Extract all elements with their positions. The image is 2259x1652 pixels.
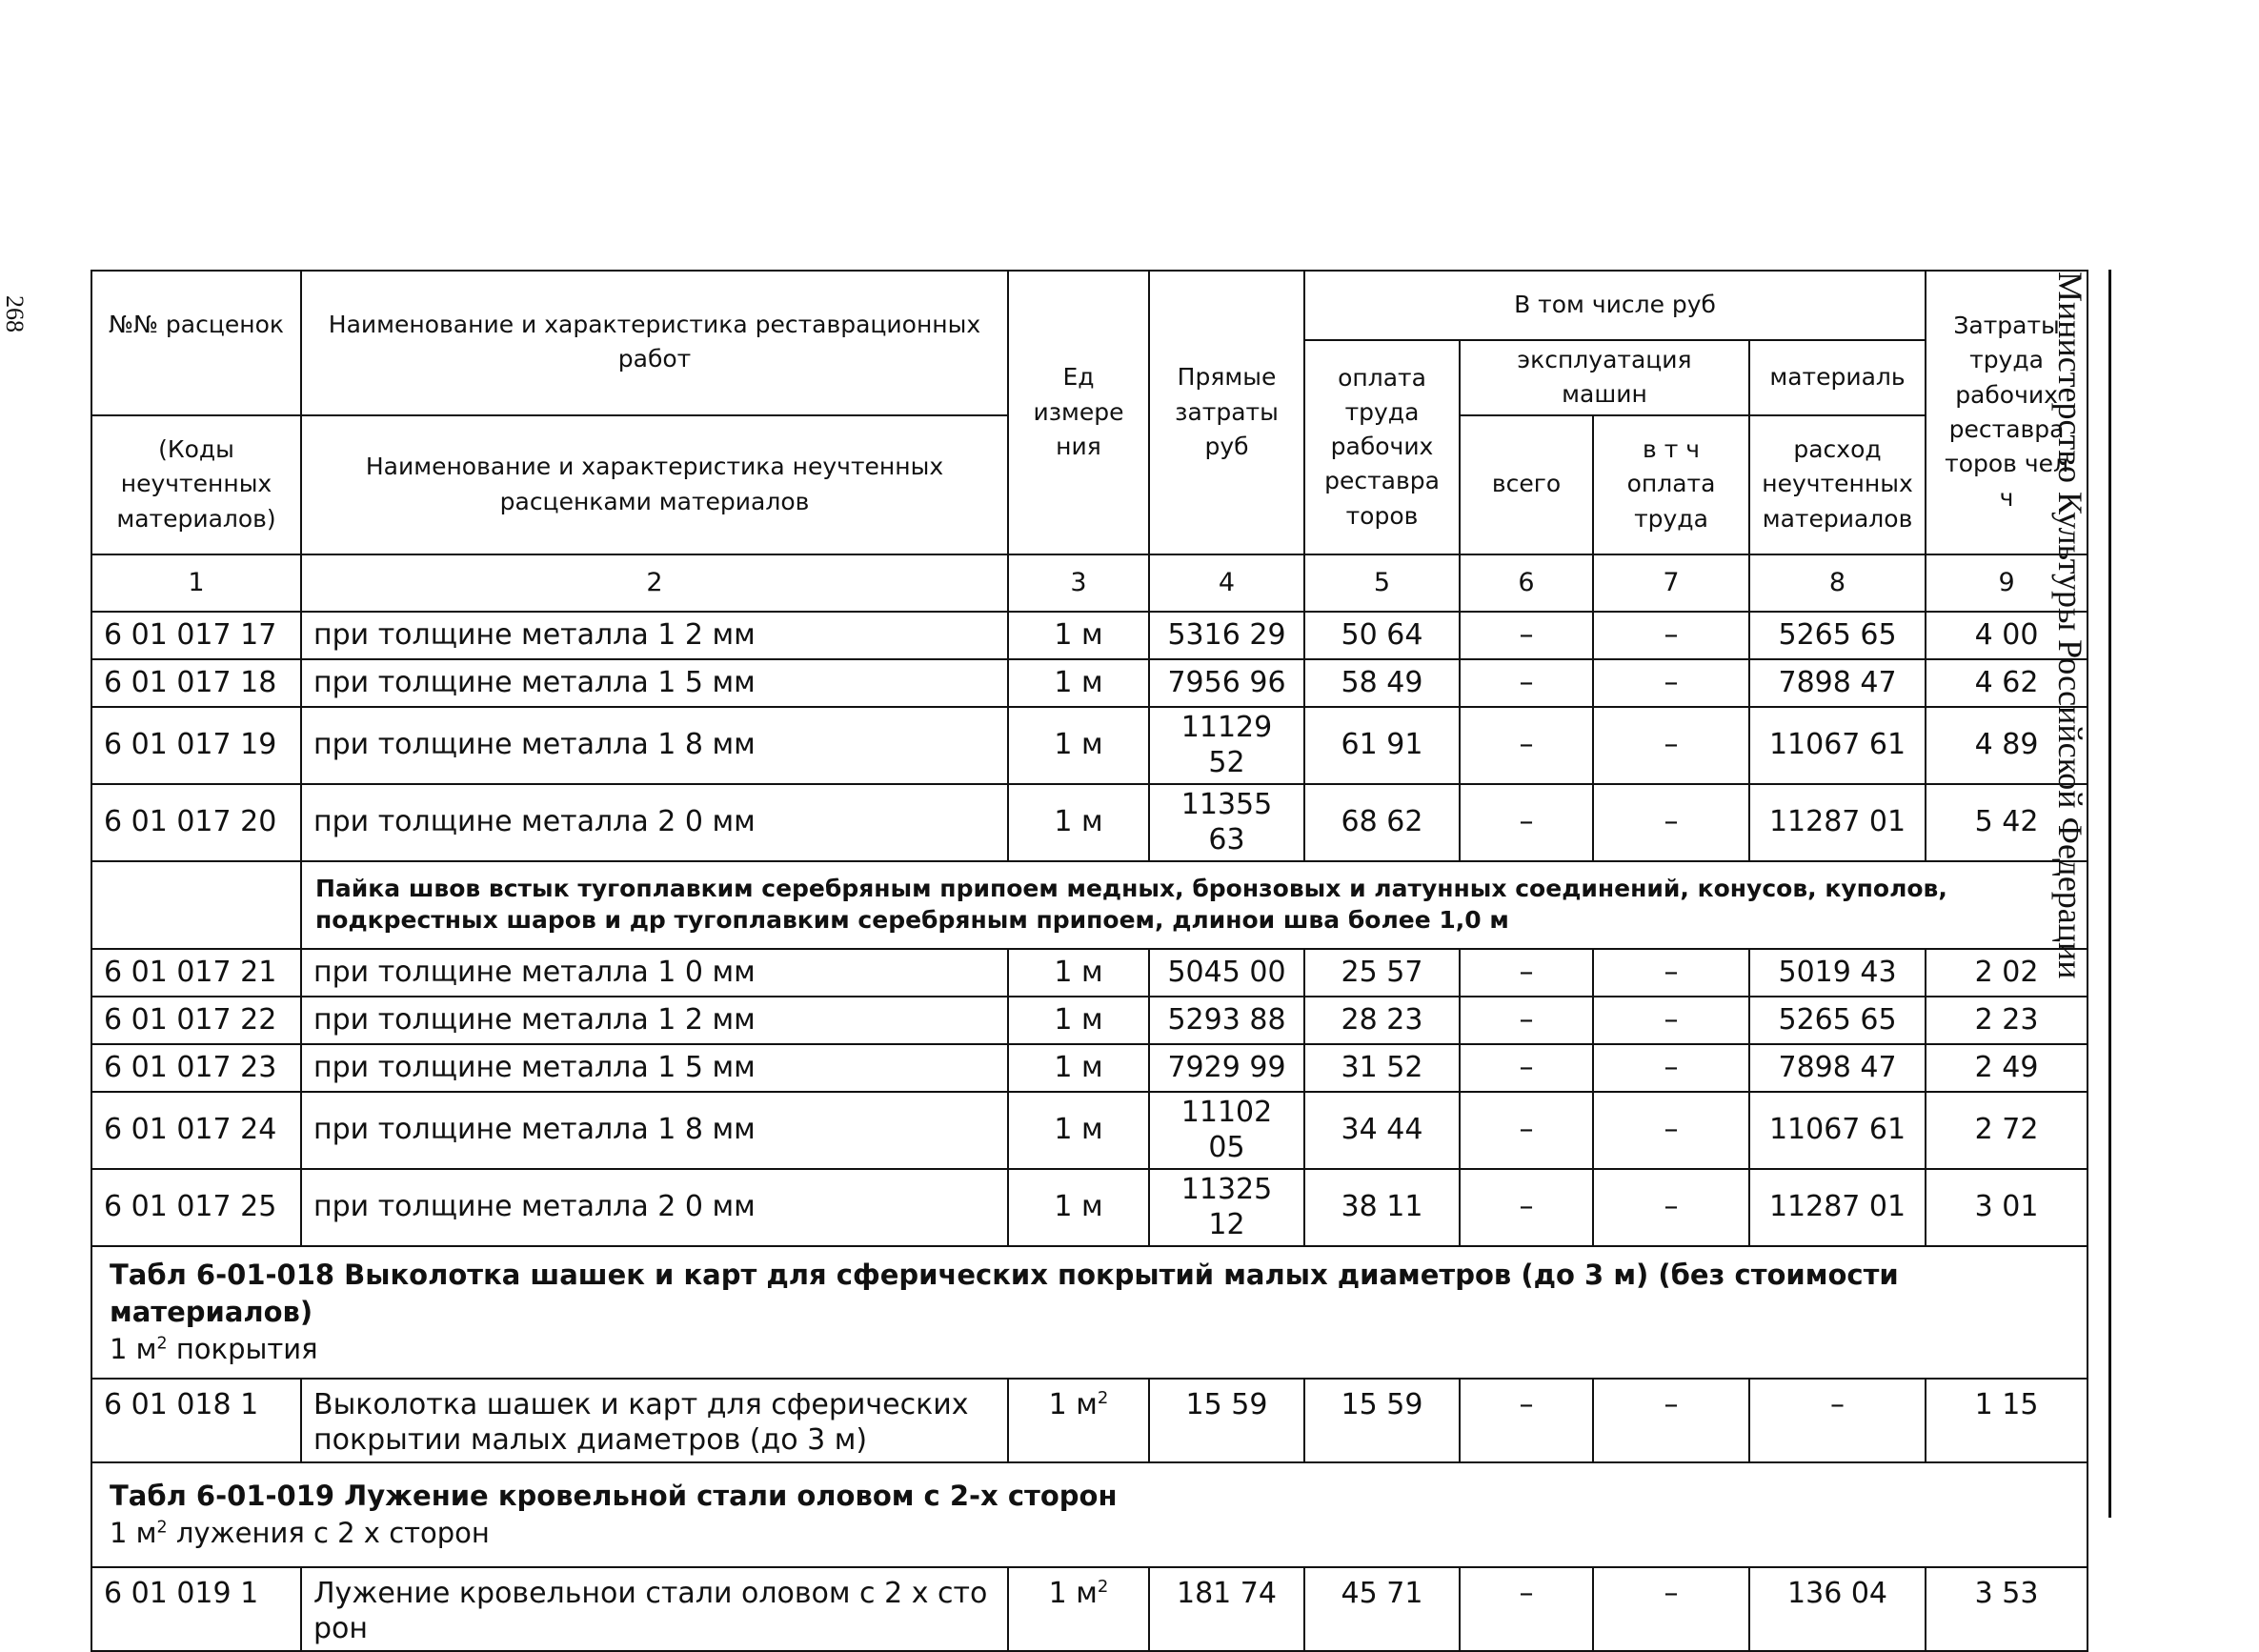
table-row bbox=[91, 1169, 2088, 1246]
rate-code: 6 01 017 17 bbox=[91, 612, 301, 659]
column-number: 1 bbox=[91, 554, 301, 612]
labor-pay: 61 91 bbox=[1304, 707, 1460, 784]
machines-labor: – bbox=[1593, 1169, 1749, 1246]
direct-costs: 7929 99 bbox=[1149, 1044, 1304, 1092]
page-number: 268 bbox=[1, 295, 29, 332]
machines-total: – bbox=[1460, 1169, 1593, 1246]
header-rate-numbers: №№ расценок bbox=[91, 271, 301, 415]
machines-total: – bbox=[1460, 1379, 1593, 1462]
unit: 1 м bbox=[1008, 1044, 1149, 1092]
table-row bbox=[91, 612, 2088, 659]
labor-hours: 5 42 bbox=[1926, 784, 2088, 861]
direct-costs: 5293 88 bbox=[1149, 997, 1304, 1044]
machines-total: – bbox=[1460, 784, 1593, 861]
materials: 11287 01 bbox=[1749, 784, 1926, 861]
labor-pay: 31 52 bbox=[1304, 1044, 1460, 1092]
header-work-name: Наименование и характеристика реставрационных работ bbox=[301, 271, 1008, 415]
price-table bbox=[91, 270, 2088, 1652]
column-number: 8 bbox=[1749, 554, 1926, 612]
materials: 11067 61 bbox=[1749, 1092, 1926, 1169]
table-row bbox=[91, 997, 2088, 1044]
header-materials: материаль bbox=[1749, 340, 1926, 415]
unit: 1 м bbox=[1008, 1092, 1149, 1169]
labor-pay: 25 57 bbox=[1304, 949, 1460, 997]
unit: 1 $м^2$ bbox=[1008, 1567, 1149, 1651]
machines-total: – bbox=[1460, 1044, 1593, 1092]
table-019-title: Табл 6-01-019 Лужение кровельной стали оловом с 2-х сторон bbox=[110, 1479, 1118, 1512]
labor-pay: 38 11 bbox=[1304, 1169, 1460, 1246]
labor-pay: 58 49 bbox=[1304, 659, 1460, 707]
labor-pay: 34 44 bbox=[1304, 1092, 1460, 1169]
machines-labor: – bbox=[1593, 707, 1749, 784]
labor-pay: 68 62 bbox=[1304, 784, 1460, 861]
table-019-unit: 1 $м^2$ лужения с 2 х сторон bbox=[110, 1516, 490, 1549]
direct-costs: 11355 63 bbox=[1149, 784, 1304, 861]
direct-costs: 5045 00 bbox=[1149, 949, 1304, 997]
column-number: 9 bbox=[1926, 554, 2088, 612]
materials: 5265 65 bbox=[1749, 612, 1926, 659]
machines-total: – bbox=[1460, 707, 1593, 784]
machines-labor: – bbox=[1593, 784, 1749, 861]
labor-hours: 3 01 bbox=[1926, 1169, 2088, 1246]
subheading-empty-cell bbox=[91, 861, 301, 949]
table-row bbox=[91, 707, 2088, 784]
header-unit: Ед измере ния bbox=[1008, 271, 1149, 554]
machines-labor: – bbox=[1593, 612, 1749, 659]
machines-total: – bbox=[1460, 612, 1593, 659]
unit: 1 м bbox=[1008, 612, 1149, 659]
unit: 1 м bbox=[1008, 707, 1149, 784]
labor-pay: 15 59 bbox=[1304, 1379, 1460, 1462]
table-row bbox=[91, 659, 2088, 707]
machines-labor: – bbox=[1593, 1567, 1749, 1651]
rate-code: 6 01 017 21 bbox=[91, 949, 301, 997]
machines-labor: – bbox=[1593, 949, 1749, 997]
work-name: Выколотка шашек и карт для сферических покрытии малых диаметров (до 3 м) bbox=[301, 1379, 1008, 1462]
work-name: при толщине металла 1 5 мм bbox=[301, 659, 1008, 707]
table-018-title: Табл 6-01-018 Выколотка шашек и карт для сферических покрытий малых диаметров (до 3 м) (без стоимости материалов) bbox=[110, 1258, 1899, 1328]
column-number: 2 bbox=[301, 554, 1008, 612]
rate-code: 6 01 017 23 bbox=[91, 1044, 301, 1092]
unit: 1 м bbox=[1008, 784, 1149, 861]
materials: – bbox=[1749, 1379, 1926, 1462]
machines-labor: – bbox=[1593, 997, 1749, 1044]
header-material-codes: (Коды неучтенных материалов) bbox=[91, 415, 301, 554]
rate-code: 6 01 019 1 bbox=[91, 1567, 301, 1651]
labor-hours: 2 02 bbox=[1926, 949, 2088, 997]
header-material-consumption: расход неучтенных материалов bbox=[1749, 415, 1926, 554]
labor-pay: 28 23 bbox=[1304, 997, 1460, 1044]
work-name: при толщине металла 2 0 мм bbox=[301, 784, 1008, 861]
materials: 7898 47 bbox=[1749, 659, 1926, 707]
labor-hours: 1 15 bbox=[1926, 1379, 2088, 1462]
labor-hours: 4 00 bbox=[1926, 612, 2088, 659]
rate-code: 6 01 018 1 bbox=[91, 1379, 301, 1462]
unit: 1 $м^2$ bbox=[1008, 1379, 1149, 1462]
machines-labor: – bbox=[1593, 659, 1749, 707]
direct-costs: 7956 96 bbox=[1149, 659, 1304, 707]
header-machines-total: всего bbox=[1460, 415, 1593, 554]
header-material-name: Наименование и характеристика неучтенных расценками материалов bbox=[301, 415, 1008, 554]
header-including: В том числе руб bbox=[1304, 271, 1926, 340]
labor-hours: 4 62 bbox=[1926, 659, 2088, 707]
table-row bbox=[91, 1379, 2088, 1462]
unit: 1 м bbox=[1008, 949, 1149, 997]
table-019-heading bbox=[91, 1462, 2088, 1567]
unit: 1 м bbox=[1008, 659, 1149, 707]
section-subheading: Пайка швов встык тугоплавким серебряным припоем медных, бронзовых и латунных соединений, конусов, куполов, подкрестных шаров и др тугоплавким серебряным припоем, длинои шва более 1,0 м bbox=[301, 861, 2088, 949]
direct-costs: 181 74 bbox=[1149, 1567, 1304, 1651]
labor-pay: 45 71 bbox=[1304, 1567, 1460, 1651]
machines-total: – bbox=[1460, 1092, 1593, 1169]
table-row bbox=[91, 784, 2088, 861]
work-name: при толщине металла 1 8 мм bbox=[301, 707, 1008, 784]
column-number: 6 bbox=[1460, 554, 1593, 612]
table-row bbox=[91, 1567, 2088, 1651]
work-name: при толщине металла 1 0 мм bbox=[301, 949, 1008, 997]
machines-total: – bbox=[1460, 997, 1593, 1044]
rate-code: 6 01 017 20 bbox=[91, 784, 301, 861]
unit: 1 м bbox=[1008, 1169, 1149, 1246]
direct-costs: 15 59 bbox=[1149, 1379, 1304, 1462]
side-rule bbox=[2108, 270, 2111, 1518]
side-title: Министерство Культуры Российской Федерации bbox=[2051, 272, 2089, 979]
direct-costs: 5316 29 bbox=[1149, 612, 1304, 659]
table-row bbox=[91, 1092, 2088, 1169]
rate-code: 6 01 017 18 bbox=[91, 659, 301, 707]
direct-costs: 11102 05 bbox=[1149, 1092, 1304, 1169]
header-machines-labor: в т ч оплата труда bbox=[1593, 415, 1749, 554]
rate-code: 6 01 017 19 bbox=[91, 707, 301, 784]
rate-code: 6 01 017 24 bbox=[91, 1092, 301, 1169]
column-number: 3 bbox=[1008, 554, 1149, 612]
materials: 5265 65 bbox=[1749, 997, 1926, 1044]
labor-pay: 50 64 bbox=[1304, 612, 1460, 659]
work-name: при толщине металла 1 5 мм bbox=[301, 1044, 1008, 1092]
labor-hours: 2 23 bbox=[1926, 997, 2088, 1044]
labor-hours: 2 72 bbox=[1926, 1092, 2088, 1169]
column-number: 4 bbox=[1149, 554, 1304, 612]
machines-total: – bbox=[1460, 949, 1593, 997]
rate-code: 6 01 017 25 bbox=[91, 1169, 301, 1246]
machines-labor: – bbox=[1593, 1379, 1749, 1462]
column-number: 7 bbox=[1593, 554, 1749, 612]
header-direct-costs: Прямые затраты руб bbox=[1149, 271, 1304, 554]
column-number: 5 bbox=[1304, 554, 1460, 612]
work-name: при толщине металла 1 2 мм bbox=[301, 612, 1008, 659]
materials: 136 04 bbox=[1749, 1567, 1926, 1651]
machines-labor: – bbox=[1593, 1044, 1749, 1092]
materials: 7898 47 bbox=[1749, 1044, 1926, 1092]
direct-costs: 11325 12 bbox=[1149, 1169, 1304, 1246]
work-name: Лужение кровельнои стали оловом с 2 х сто рон bbox=[301, 1567, 1008, 1651]
work-name: при толщине металла 1 8 мм bbox=[301, 1092, 1008, 1169]
machines-total: – bbox=[1460, 1567, 1593, 1651]
header-labor-hours: Затраты труда рабочих реставра торов чел ч bbox=[1926, 271, 2088, 554]
table-row bbox=[91, 949, 2088, 997]
machines-total: – bbox=[1460, 659, 1593, 707]
unit: 1 м bbox=[1008, 997, 1149, 1044]
rate-code: 6 01 017 22 bbox=[91, 997, 301, 1044]
work-name: при толщине металла 1 2 мм bbox=[301, 997, 1008, 1044]
header-machine-operation: эксплуатация машин bbox=[1460, 340, 1749, 415]
labor-hours: 2 49 bbox=[1926, 1044, 2088, 1092]
machines-labor: – bbox=[1593, 1092, 1749, 1169]
materials: 5019 43 bbox=[1749, 949, 1926, 997]
work-name: при толщине металла 2 0 мм bbox=[301, 1169, 1008, 1246]
labor-hours: 4 89 bbox=[1926, 707, 2088, 784]
table-018-heading bbox=[91, 1246, 2088, 1379]
materials: 11287 01 bbox=[1749, 1169, 1926, 1246]
direct-costs: 11129 52 bbox=[1149, 707, 1304, 784]
labor-hours: 3 53 bbox=[1926, 1567, 2088, 1651]
table-018-unit: 1 $м^2$ покрытия bbox=[110, 1332, 318, 1365]
materials: 11067 61 bbox=[1749, 707, 1926, 784]
table-row bbox=[91, 1044, 2088, 1092]
header-labor-pay: оплата труда рабочих реставра торов bbox=[1304, 340, 1460, 554]
